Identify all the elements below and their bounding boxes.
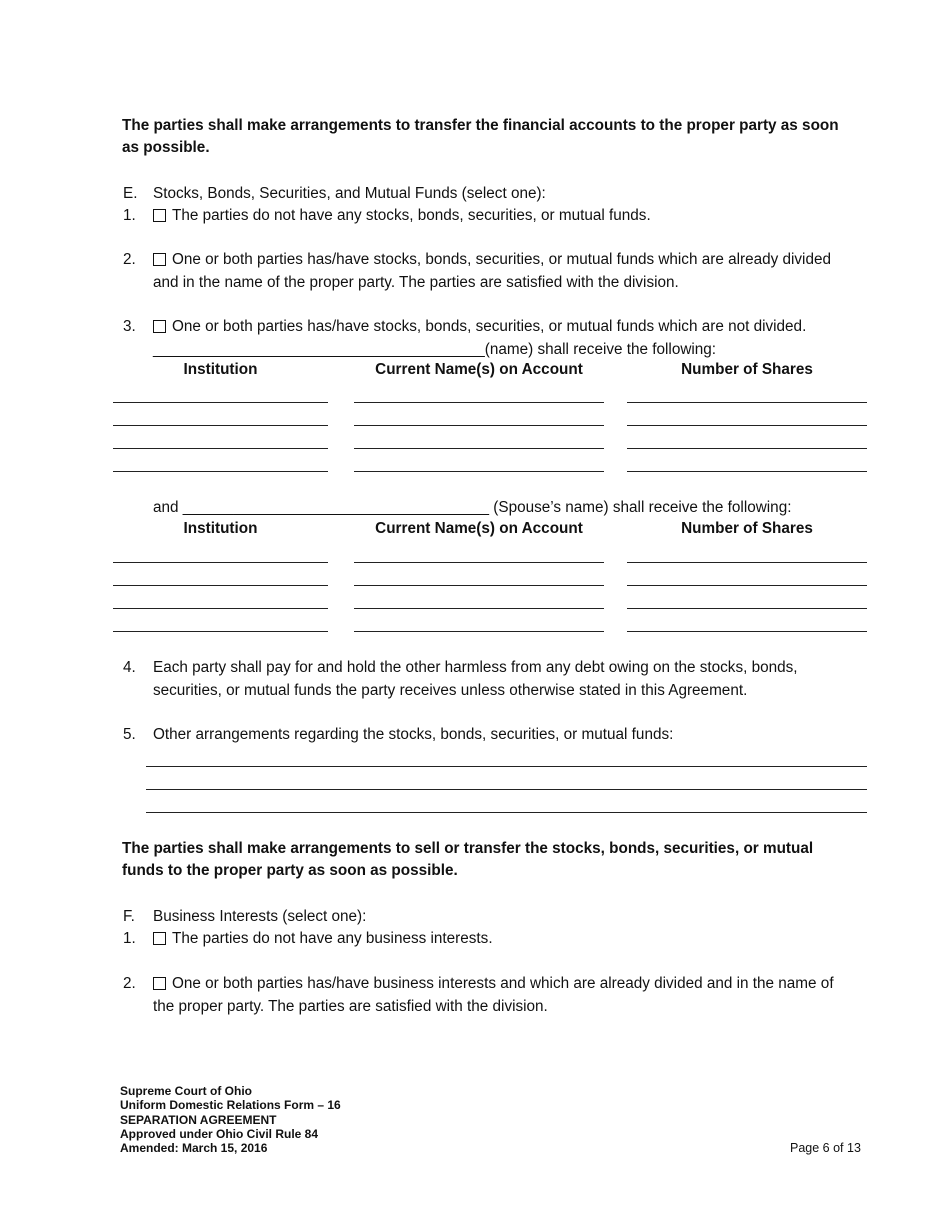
section-e-title: Stocks, Bonds, Securities, and Mutual Funds (select one): <box>153 185 546 202</box>
table1-row4-account-field[interactable] <box>354 471 604 472</box>
table1-row1-account-field[interactable] <box>354 402 604 403</box>
e-option3-line1: One or both parties has/have stocks, bonds, securities, or mutual funds which are not divided. <box>172 318 807 335</box>
e-option3-spouse-line[interactable]: and ____________________________________ (Spouse’s name) shall receive the following: <box>153 499 792 516</box>
e-option1-text: The parties do not have any stocks, bonds, securities, or mutual funds. <box>172 207 651 224</box>
table2-row1-account-field[interactable] <box>354 562 604 563</box>
footer-form-name: Uniform Domestic Relations Form – 16 <box>120 1098 341 1113</box>
table1-header-account-names: Current Name(s) on Account <box>375 361 583 378</box>
other-arrangements-line1[interactable] <box>146 766 867 767</box>
e-item4-line1: Each party shall pay for and hold the other harmless from any debt owing on the stocks, bonds, <box>153 659 798 676</box>
table2-row3-shares-field[interactable] <box>627 608 867 609</box>
table2-row4-institution-field[interactable] <box>113 631 328 632</box>
table2-row4-shares-field[interactable] <box>627 631 867 632</box>
f-option2-line2: the proper party. The parties are satisfied with the division. <box>153 997 548 1015</box>
f-option1-number: 1. <box>123 930 136 947</box>
footer-amended: Amended: March 15, 2016 <box>120 1141 268 1156</box>
section-e-letter: E. <box>123 185 138 202</box>
section-f-letter: F. <box>123 908 135 925</box>
form-footer <box>120 1084 341 1155</box>
table2-row2-account-field[interactable] <box>354 585 604 586</box>
e-option2-checkbox[interactable] <box>153 253 166 266</box>
e-item4-line2: securities, or mutual funds the party receives unless otherwise stated in this Agreement. <box>153 681 748 699</box>
table2-row1-shares-field[interactable] <box>627 562 867 563</box>
f-option2 <box>153 973 834 1018</box>
table1-row3-account-field[interactable] <box>354 448 604 449</box>
table2-header-institution: Institution <box>183 520 258 537</box>
other-arrangements-line2[interactable] <box>146 789 867 790</box>
e-item4 <box>153 657 798 702</box>
table1-row3-shares-field[interactable] <box>627 448 867 449</box>
table1-header-shares: Number of Shares <box>681 361 813 378</box>
table1-row4-shares-field[interactable] <box>627 471 867 472</box>
table1-row2-institution-field[interactable] <box>113 425 328 426</box>
section-f-title: Business Interests (select one): <box>153 908 367 925</box>
e-option1 <box>153 205 651 228</box>
f-option2-line1: One or both parties has/have business interests and which are already divided and in the name of <box>172 975 834 992</box>
footer-approval: Approved under Ohio Civil Rule 84 <box>120 1126 319 1141</box>
table2-row2-shares-field[interactable] <box>627 585 867 586</box>
footer-court: Supreme Court of Ohio <box>120 1084 252 1098</box>
f-option1 <box>153 928 493 951</box>
stocks-transfer-note: The parties shall make arrangements to sell or transfer the stocks, bonds, securities, or mutual funds to the proper party as soon as possible. <box>122 840 814 879</box>
e-option2 <box>153 249 831 294</box>
f-option1-checkbox[interactable] <box>153 932 166 945</box>
e-option3-number: 3. <box>123 318 136 335</box>
table2-row1-institution-field[interactable] <box>113 562 328 563</box>
e-option3-name-line[interactable]: _______________________________________(name) shall receive the following: <box>153 340 717 358</box>
f-option2-number: 2. <box>123 975 136 992</box>
f-option2-checkbox[interactable] <box>153 977 166 990</box>
table2-header-account-names: Current Name(s) on Account <box>375 520 583 537</box>
financial-transfer-note: The parties shall make arrangements to transfer the financial accounts to the proper party as soon as possible. <box>122 117 839 156</box>
table1-row2-account-field[interactable] <box>354 425 604 426</box>
table1-row1-institution-field[interactable] <box>113 402 328 403</box>
table1-row1-shares-field[interactable] <box>627 402 867 403</box>
f-option1-text: The parties do not have any business interests. <box>172 930 493 947</box>
e-option2-line2: and in the name of the proper party. The parties are satisfied with the division. <box>153 273 679 291</box>
e-option3-checkbox[interactable] <box>153 320 166 333</box>
table2-row3-institution-field[interactable] <box>113 608 328 609</box>
e-item5-text: Other arrangements regarding the stocks, bonds, securities, or mutual funds: <box>153 726 674 743</box>
e-option1-checkbox[interactable] <box>153 209 166 222</box>
table1-header-institution: Institution <box>183 361 258 378</box>
table2-row4-account-field[interactable] <box>354 631 604 632</box>
e-option2-line1: One or both parties has/have stocks, bonds, securities, or mutual funds which are already divided <box>172 251 831 268</box>
other-arrangements-line3[interactable] <box>146 812 867 813</box>
e-item5-number: 5. <box>123 726 136 743</box>
table2-row2-institution-field[interactable] <box>113 585 328 586</box>
e-item4-number: 4. <box>123 659 136 676</box>
table2-header-shares: Number of Shares <box>681 520 813 537</box>
page-number: Page 6 of 13 <box>790 1141 861 1155</box>
footer-title: SEPARATION AGREEMENT <box>120 1112 277 1127</box>
table2-row3-account-field[interactable] <box>354 608 604 609</box>
e-option2-number: 2. <box>123 251 136 268</box>
e-option3 <box>153 316 806 361</box>
table1-row4-institution-field[interactable] <box>113 471 328 472</box>
e-option1-number: 1. <box>123 207 136 224</box>
table1-row3-institution-field[interactable] <box>113 448 328 449</box>
table1-row2-shares-field[interactable] <box>627 425 867 426</box>
